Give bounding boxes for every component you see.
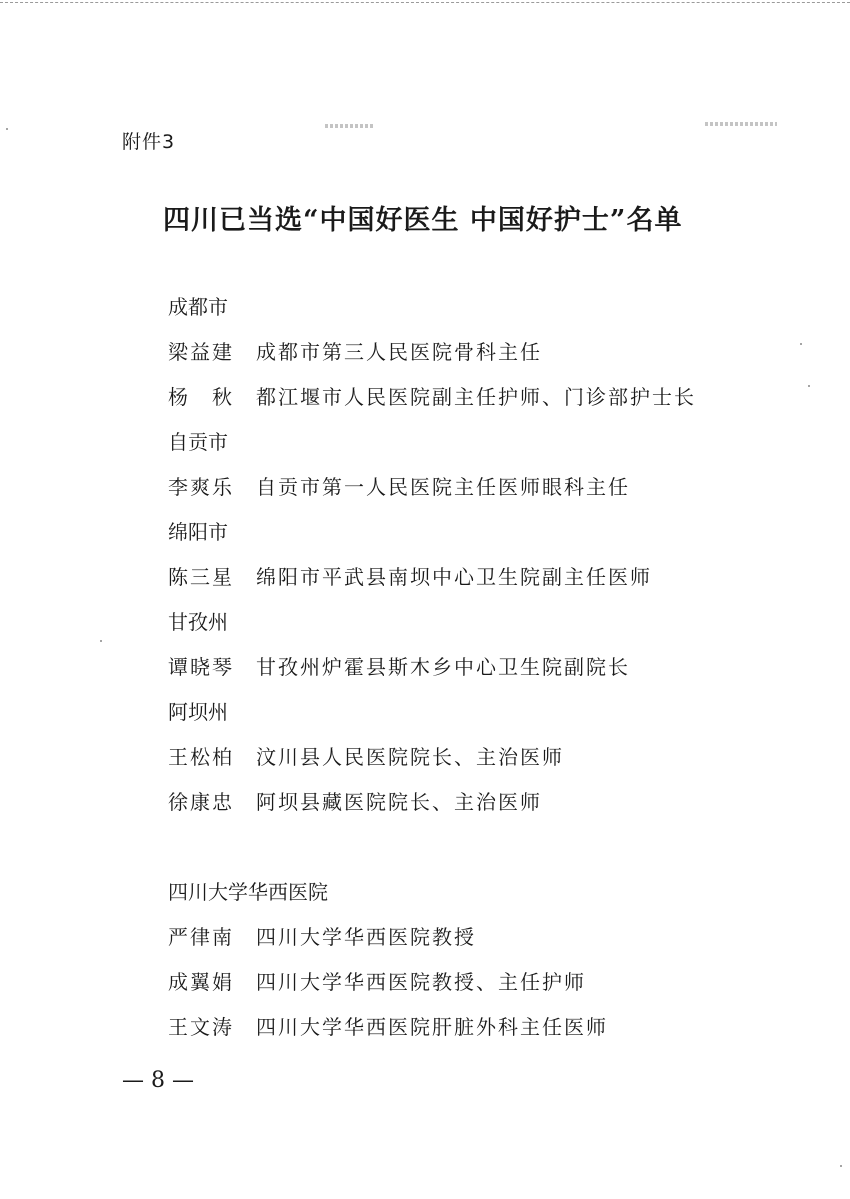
page-number: — 8 — [122,1068,194,1093]
list-item [168,561,652,590]
document-title: 四川已当选“中国好医生 中国好护士”名单 [163,205,683,236]
person-title: 绵阳市平武县南坝中心卫生院副主任医师 [256,565,652,589]
scan-speck [100,640,102,642]
region-heading: 自贡市 [168,430,228,454]
person-name: 成翼娟 [168,970,234,994]
list-item [168,381,696,410]
person-title: 四川大学华西医院肝脏外科主任医师 [256,1015,608,1039]
person-title: 都江堰市人民医院副主任护师、门诊部护士长 [256,385,696,409]
scan-speck [6,128,8,130]
person-name: 王文涛 [168,1015,234,1039]
list-item [168,471,630,500]
person-name: 杨 秋 [168,385,234,409]
person-name: 谭晓琴 [168,655,234,679]
scan-smudge [705,122,777,126]
person-name: 王松柏 [168,745,234,769]
scan-smudge [325,124,373,128]
person-name: 梁益建 [168,340,234,364]
person-title: 自贡市第一人民医院主任医师眼科主任 [256,475,630,499]
person-name: 徐康忠 [168,790,234,814]
person-title: 汶川县人民医院院长、主治医师 [256,745,564,769]
region-heading: 阿坝州 [168,700,228,724]
list-item [168,651,630,680]
region-heading: 成都市 [168,295,228,319]
scan-speck [808,385,810,387]
list-item [168,921,476,950]
list-item [168,786,542,815]
list-item [168,741,564,770]
scan-edge-line [0,2,850,3]
region-heading: 绵阳市 [168,520,228,544]
list-item [168,336,542,365]
scan-speck [840,1165,842,1167]
person-name: 李爽乐 [168,475,234,499]
person-title: 甘孜州炉霍县斯木乡中心卫生院副院长 [256,655,630,679]
region-heading: 甘孜州 [168,610,228,634]
person-name: 严律南 [168,925,234,949]
attachment-label: 附件3 [122,131,176,153]
list-item [168,1011,608,1040]
scan-speck [800,343,802,345]
person-title: 四川大学华西医院教授 [256,925,476,949]
person-name: 陈三星 [168,565,234,589]
region-heading: 四川大学华西医院 [168,880,328,904]
list-item [168,966,586,995]
person-title: 阿坝县藏医院院长、主治医师 [256,790,542,814]
person-title: 成都市第三人民医院骨科主任 [256,340,542,364]
person-title: 四川大学华西医院教授、主任护师 [256,970,586,994]
